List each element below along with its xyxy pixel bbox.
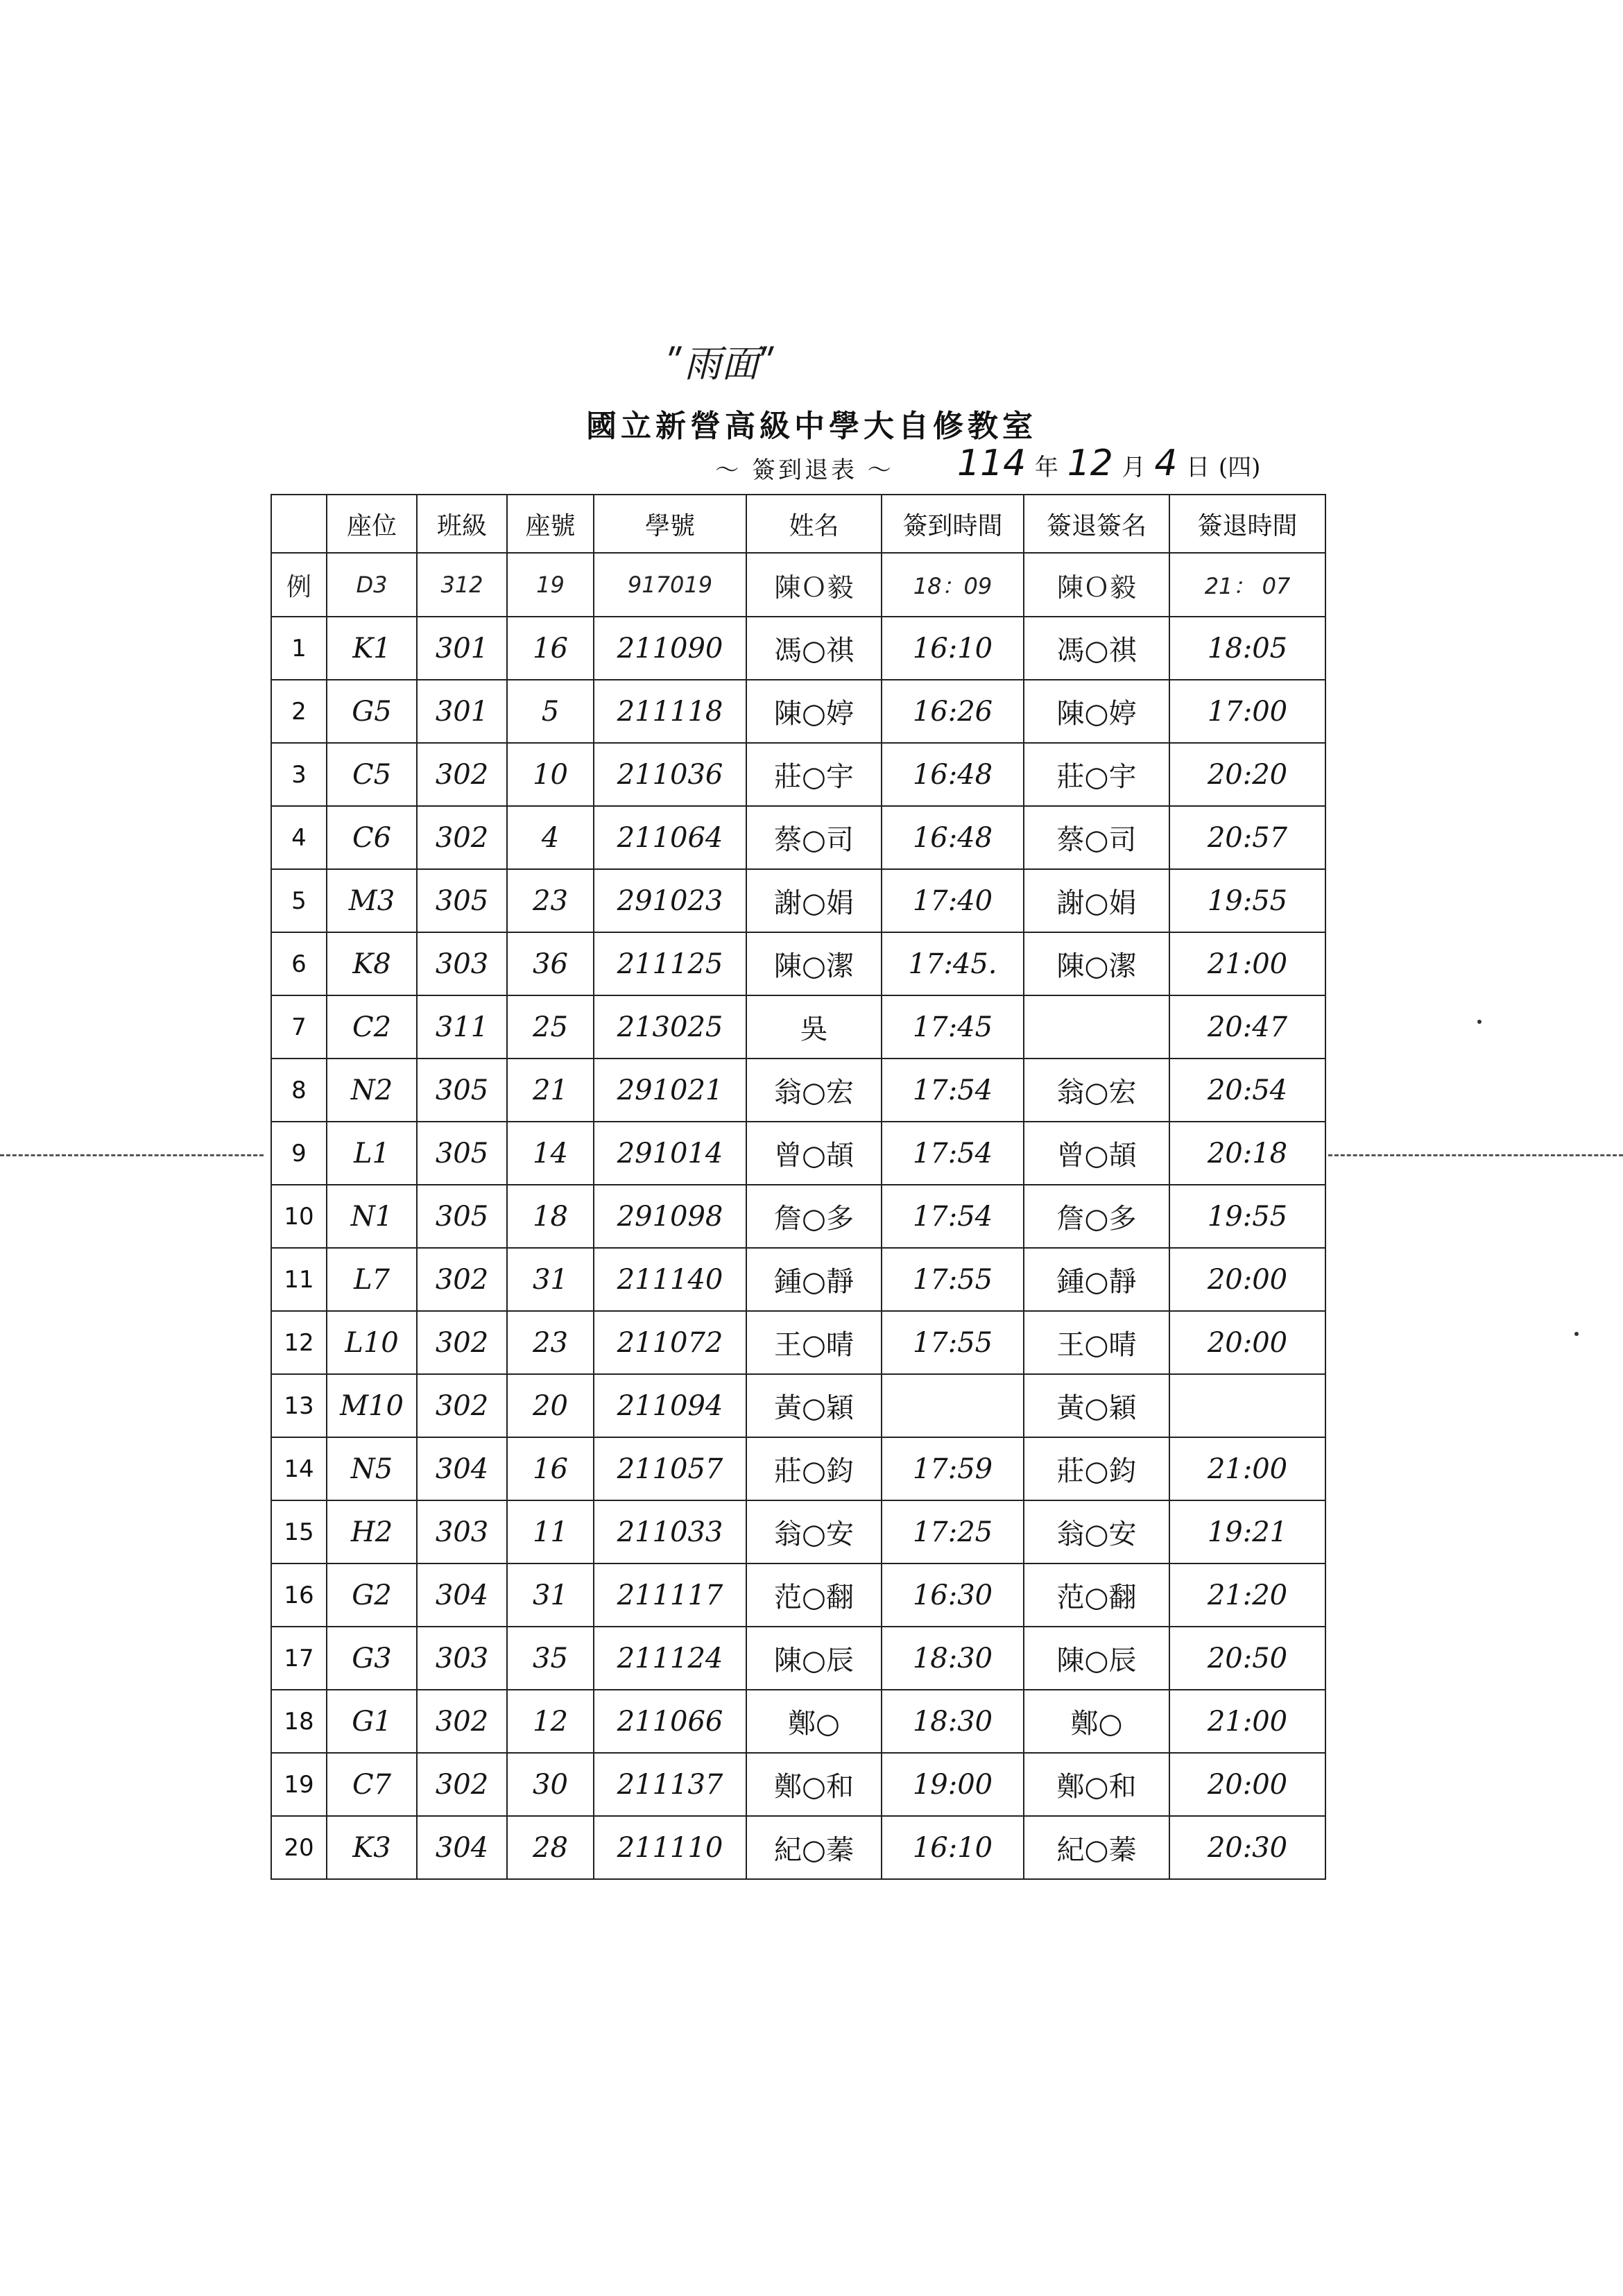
row-sign-out-name: 詹○多 [1024,1185,1169,1248]
row-sign-in: 18:30 [882,1627,1024,1690]
row-index: 9 [271,1122,327,1185]
date-year: 114 [957,443,1027,484]
table-row [271,1059,1325,1122]
row-sign-in: 19:00 [882,1753,1024,1816]
row-student-id: 211110 [594,1816,746,1879]
page-subtitle: ～ 簽到退表 ～ [715,456,894,484]
row-class: 302 [417,743,507,806]
fold-line-left [0,1154,264,1156]
row-seat: L1 [327,1122,417,1185]
row-sign-in: 17:40 [882,869,1024,932]
col-header-seat: 座位 [327,495,417,553]
row-sign-in: 17:54 [882,1122,1024,1185]
row-sign-out: 20:54 [1169,1059,1325,1122]
row-seat: C6 [327,806,417,869]
row-name: 謝○娟 [746,869,882,932]
row-seat: K8 [327,932,417,995]
row-index: 14 [271,1437,327,1500]
row-sign-out: 19:55 [1169,869,1325,932]
table-row [271,1563,1325,1627]
row-index: 6 [271,932,327,995]
row-number: 36 [507,932,594,995]
row-number: 16 [507,1437,594,1500]
row-student-id: 211094 [594,1374,746,1437]
row-sign-in [882,1374,1024,1437]
row-sign-out: 20:00 [1169,1248,1325,1311]
row-class: 303 [417,1500,507,1563]
row-name: 黃○穎 [746,1374,882,1437]
row-number: 23 [507,869,594,932]
row-sign-out [1169,1374,1325,1437]
page-title: 國立新營高級中學大自修教室 [586,409,1037,444]
row-sign-out-name [1024,995,1169,1059]
row-student-id: 291021 [594,1059,746,1122]
row-sign-in: 18:30 [882,1690,1024,1753]
row-class: 303 [417,932,507,995]
row-index: 8 [271,1059,327,1122]
row-sign-in: 16:10 [882,617,1024,680]
col-header-sign-in-time: 簽到時間 [882,495,1024,553]
row-student-id: 291023 [594,869,746,932]
col-header-sign-out-time: 簽退時間 [1169,495,1325,553]
row-sign-out-name: 曾○頡 [1024,1122,1169,1185]
row-sign-in: 17:45. [882,932,1024,995]
row-seat: N2 [327,1059,417,1122]
row-seat: H2 [327,1500,417,1563]
table-row [271,1122,1325,1185]
row-number: 4 [507,806,594,869]
col-header-name: 姓名 [746,495,882,553]
row-class: 311 [417,995,507,1059]
row-name: 范○翻 [746,1563,882,1627]
row-student-id: 213025 [594,995,746,1059]
row-sign-out: 20:00 [1169,1753,1325,1816]
table-row [271,806,1325,869]
row-sign-out: 21:00 [1169,1690,1325,1753]
row-name: 鍾○靜 [746,1248,882,1311]
row-sign-out-name: 王○晴 [1024,1311,1169,1374]
row-sign-out-name: 翁○安 [1024,1500,1169,1563]
header-row [271,495,1325,553]
row-number: 35 [507,1627,594,1690]
table-row [271,1816,1325,1879]
row-student-id: 211072 [594,1311,746,1374]
row-sign-in: 16:26 [882,680,1024,743]
table-row [271,995,1325,1059]
row-seat: G3 [327,1627,417,1690]
row-index: 18 [271,1690,327,1753]
table-row [271,617,1325,680]
row-number: 20 [507,1374,594,1437]
date-month-unit: 月 [1122,454,1146,481]
scan-speck [1574,1332,1579,1336]
row-name: 翁○宏 [746,1059,882,1122]
row-index: 19 [271,1753,327,1816]
row-sign-in: 17:45 [882,995,1024,1059]
row-name: 紀○蓁 [746,1816,882,1879]
row-class: 301 [417,617,507,680]
row-sign-out: 17:00 [1169,680,1325,743]
row-index: 20 [271,1816,327,1879]
row-sign-out: 20:00 [1169,1311,1325,1374]
example-label: 例 [271,553,327,617]
row-name: 陳○潔 [746,932,882,995]
row-student-id: 211057 [594,1437,746,1500]
row-class: 304 [417,1563,507,1627]
row-number: 30 [507,1753,594,1816]
row-class: 302 [417,1248,507,1311]
row-index: 4 [271,806,327,869]
row-name: 曾○頡 [746,1122,882,1185]
date-year-unit: 年 [1034,454,1058,481]
row-sign-in: 17:55 [882,1248,1024,1311]
row-sign-out-name: 鍾○靜 [1024,1248,1169,1311]
row-sign-out-name: 莊○鈞 [1024,1437,1169,1500]
row-sign-out-name: 范○翻 [1024,1563,1169,1627]
row-seat: L10 [327,1311,417,1374]
row-name: 鄭○ [746,1690,882,1753]
row-index: 13 [271,1374,327,1437]
example-sign-out-name: 陳Ｏ毅 [1024,553,1169,617]
row-sign-in: 17:25 [882,1500,1024,1563]
row-number: 18 [507,1185,594,1248]
row-class: 305 [417,869,507,932]
row-sign-out: 20:18 [1169,1122,1325,1185]
row-number: 14 [507,1122,594,1185]
row-sign-out: 21:00 [1169,932,1325,995]
row-seat: K1 [327,617,417,680]
row-index: 5 [271,869,327,932]
row-student-id: 291098 [594,1185,746,1248]
row-sign-out-name: 陳○婷 [1024,680,1169,743]
row-sign-out: 20:30 [1169,1816,1325,1879]
row-number: 5 [507,680,594,743]
row-sign-out-name: 紀○蓁 [1024,1816,1169,1879]
table-row [271,1185,1325,1248]
row-name: 陳○婷 [746,680,882,743]
row-seat: G5 [327,680,417,743]
row-number: 11 [507,1500,594,1563]
row-student-id: 211117 [594,1563,746,1627]
row-seat: C2 [327,995,417,1059]
table-row [271,1753,1325,1816]
date-month: 12 [1067,443,1113,484]
row-student-id: 291014 [594,1122,746,1185]
row-sign-out: 20:50 [1169,1627,1325,1690]
row-index: 2 [271,680,327,743]
row-class: 302 [417,1753,507,1816]
row-name: 王○晴 [746,1311,882,1374]
row-index: 17 [271,1627,327,1690]
scan-speck [1477,1020,1482,1024]
row-name: 陳○辰 [746,1627,882,1690]
row-sign-in: 17:55 [882,1311,1024,1374]
table-row [271,932,1325,995]
row-class: 302 [417,1690,507,1753]
row-index: 15 [271,1500,327,1563]
col-header-class: 班級 [417,495,507,553]
row-class: 302 [417,1311,507,1374]
header-note: ʺ雨面ʺ [667,342,776,386]
row-sign-in: 16:30 [882,1563,1024,1627]
row-seat: N5 [327,1437,417,1500]
col-header-sign-out-signature: 簽退簽名 [1024,495,1169,553]
row-class: 305 [417,1185,507,1248]
row-student-id: 211118 [594,680,746,743]
col-header-index [271,495,327,553]
table-row [271,1437,1325,1500]
row-sign-out: 20:47 [1169,995,1325,1059]
row-student-id: 211137 [594,1753,746,1816]
row-student-id: 211140 [594,1248,746,1311]
row-student-id: 211124 [594,1627,746,1690]
row-index: 3 [271,743,327,806]
row-number: 21 [507,1059,594,1122]
row-student-id: 211125 [594,932,746,995]
row-sign-out: 20:20 [1169,743,1325,806]
row-seat: M10 [327,1374,417,1437]
row-number: 28 [507,1816,594,1879]
date-weekday: (四) [1218,454,1261,481]
row-student-id: 211064 [594,806,746,869]
row-index: 12 [271,1311,327,1374]
row-sign-out-name: 陳○辰 [1024,1627,1169,1690]
row-index: 10 [271,1185,327,1248]
row-sign-in: 17:54 [882,1059,1024,1122]
row-name: 莊○宇 [746,743,882,806]
row-seat: L7 [327,1248,417,1311]
col-header-student-id: 學號 [594,495,746,553]
row-index: 1 [271,617,327,680]
row-name: 蔡○司 [746,806,882,869]
row-name: 馮○祺 [746,617,882,680]
row-number: 16 [507,617,594,680]
col-header-number: 座號 [507,495,594,553]
row-sign-in: 17:54 [882,1185,1024,1248]
row-seat: K3 [327,1816,417,1879]
row-name: 吳 [746,995,882,1059]
row-sign-out-name: 翁○宏 [1024,1059,1169,1122]
row-name: 詹○多 [746,1185,882,1248]
row-class: 303 [417,1627,507,1690]
table-row [271,1248,1325,1311]
row-class: 301 [417,680,507,743]
row-sign-out-name: 鄭○ [1024,1690,1169,1753]
row-student-id: 211066 [594,1690,746,1753]
row-seat: N1 [327,1185,417,1248]
row-seat: G2 [327,1563,417,1627]
row-name: 莊○鈞 [746,1437,882,1500]
row-sign-out: 19:21 [1169,1500,1325,1563]
row-sign-out: 21:00 [1169,1437,1325,1500]
row-class: 305 [417,1059,507,1122]
example-class: 312 [417,553,507,617]
fold-line-right [1328,1154,1623,1156]
row-index: 16 [271,1563,327,1627]
table-row [271,680,1325,743]
example-row [271,553,1325,617]
row-number: 12 [507,1690,594,1753]
sign-in-table [270,494,1326,1880]
row-sign-out-name: 莊○宇 [1024,743,1169,806]
date-line [957,443,1346,484]
row-class: 305 [417,1122,507,1185]
row-index: 7 [271,995,327,1059]
row-index: 11 [271,1248,327,1311]
row-number: 10 [507,743,594,806]
table-row [271,743,1325,806]
row-student-id: 211090 [594,617,746,680]
example-sign-in: 18：09 [882,553,1024,617]
row-sign-out-name: 鄭○和 [1024,1753,1169,1816]
row-class: 304 [417,1437,507,1500]
row-class: 304 [417,1816,507,1879]
example-number: 19 [507,553,594,617]
row-seat: C7 [327,1753,417,1816]
row-class: 302 [417,1374,507,1437]
date-day-unit: 日 [1186,454,1210,481]
row-seat: M3 [327,869,417,932]
row-sign-out-name: 黃○穎 [1024,1374,1169,1437]
table-row [271,869,1325,932]
date-day: 4 [1154,443,1178,484]
row-class: 302 [417,806,507,869]
row-sign-in: 16:10 [882,1816,1024,1879]
row-number: 31 [507,1248,594,1311]
example-student-id: 917019 [594,553,746,617]
table-row [271,1374,1325,1437]
row-sign-in: 17:59 [882,1437,1024,1500]
row-seat: G1 [327,1690,417,1753]
row-sign-out-name: 謝○娟 [1024,869,1169,932]
example-sign-out: 21： 07 [1169,553,1325,617]
row-name: 翁○安 [746,1500,882,1563]
row-sign-out-name: 馮○祺 [1024,617,1169,680]
row-sign-in: 16:48 [882,806,1024,869]
table-row [271,1311,1325,1374]
table-row [271,1690,1325,1753]
row-sign-in: 16:48 [882,743,1024,806]
example-name: 陳Ｏ毅 [746,553,882,617]
table-row [271,1500,1325,1563]
row-sign-out: 21:20 [1169,1563,1325,1627]
row-student-id: 211033 [594,1500,746,1563]
row-student-id: 211036 [594,743,746,806]
row-number: 31 [507,1563,594,1627]
row-number: 23 [507,1311,594,1374]
table-row [271,1627,1325,1690]
example-seat: D3 [327,553,417,617]
row-seat: C5 [327,743,417,806]
row-sign-out-name: 陳○潔 [1024,932,1169,995]
row-name: 鄭○和 [746,1753,882,1816]
row-number: 25 [507,995,594,1059]
row-sign-out: 20:57 [1169,806,1325,869]
row-sign-out: 18:05 [1169,617,1325,680]
row-sign-out: 19:55 [1169,1185,1325,1248]
row-sign-out-name: 蔡○司 [1024,806,1169,869]
